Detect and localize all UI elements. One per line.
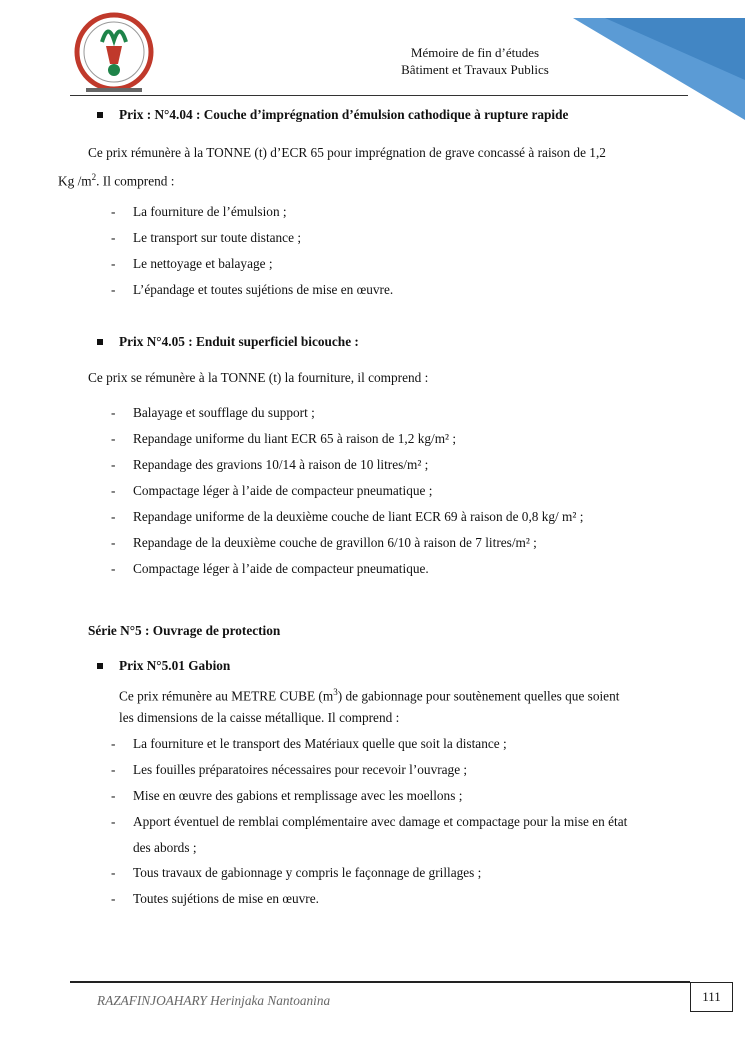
list-item: Les fouilles préparatoires nécessaires pour recevoir l’ouvrage ; xyxy=(133,762,468,777)
dash-bullet: - xyxy=(111,814,116,829)
footer-author: RAZAFINJOAHARY Herinjaka Nantoanina xyxy=(97,993,331,1008)
paragraph-line: Kg $/m^2$. Il comprend : xyxy=(58,172,175,189)
list-item: Repandage uniforme du liant ECR 65 à raison de 1,2 kg/m² ; xyxy=(133,431,457,446)
dash-bullet: - xyxy=(111,865,116,880)
dash-bullet: - xyxy=(111,483,116,498)
list-item: Balayage et soufflage du support ; xyxy=(133,405,315,420)
dash-bullet: - xyxy=(111,431,116,446)
dash-bullet: - xyxy=(111,736,116,751)
list-item: La fourniture de l’émulsion ; xyxy=(133,204,287,219)
dash-bullet: - xyxy=(111,891,116,906)
page-number: 111 xyxy=(690,982,733,1012)
list-item: Repandage de la deuxième couche de gravillon 6/10 à raison de 7 litres/m² ; xyxy=(133,535,537,550)
section-title: Prix N°4.05 : Enduit superficiel bicouche : xyxy=(119,334,359,349)
dash-bullet: - xyxy=(111,762,116,777)
paragraph-line: Ce prix se rémunère à la TONNE (t) la fourniture, il comprend : xyxy=(88,370,429,385)
dash-bullet: - xyxy=(111,405,116,420)
section-title: Prix : N°4.04 : Couche d’imprégnation d’émulsion cathodique à rupture rapide xyxy=(119,107,569,122)
header-line-1: Mémoire de fin d’études xyxy=(410,45,540,60)
school-logo xyxy=(72,12,156,96)
dash-bullet: - xyxy=(111,788,116,803)
list-item: Le nettoyage et balayage ; xyxy=(133,256,273,271)
list-item: La fourniture et le transport des Matériaux quelle que soit la distance ; xyxy=(133,736,507,751)
list-item: Apport éventuel de remblai complémentaire avec damage et compactage pour la mise en état xyxy=(133,814,628,829)
list-item-continuation: des abords ; xyxy=(133,840,197,855)
series-title: Série N°5 : Ouvrage de protection xyxy=(88,623,281,638)
dash-bullet: - xyxy=(111,256,116,271)
list-item: Repandage uniforme de la deuxième couche de liant ECR 69 à raison de 0,8 kg/ m² ; xyxy=(133,509,584,524)
paragraph-line: Ce prix rémunère au METRE CUBE $(m^3)$ de gabionnage pour soutènement quelles que soient xyxy=(119,687,620,704)
paragraph-line: les dimensions de la caisse métallique. Il comprend : xyxy=(119,710,400,725)
list-item: Tous travaux de gabionnage y compris le façonnage de grillages ; xyxy=(133,865,482,880)
list-item: L’épandage et toutes sujétions de mise en œuvre. xyxy=(133,282,394,297)
square-bullet-icon xyxy=(97,112,103,118)
corner-decoration xyxy=(565,0,745,125)
list-item: Repandage des gravions 10/14 à raison de 10 litres/m² ; xyxy=(133,457,429,472)
list-item: Compactage léger à l’aide de compacteur pneumatique. xyxy=(133,561,429,576)
dash-bullet: - xyxy=(111,535,116,550)
paragraph-line: Ce prix rémunère à la TONNE (t) d’ECR 65 pour imprégnation de grave concassé à raison de 1,2 xyxy=(88,145,606,160)
list-item: Mise en œuvre des gabions et remplissage avec les moellons ; xyxy=(133,788,463,803)
dash-bullet: - xyxy=(111,204,116,219)
square-bullet-icon xyxy=(97,663,103,669)
square-bullet-icon xyxy=(97,339,103,345)
list-item: Toutes sujétions de mise en œuvre. xyxy=(133,891,319,906)
header-line-2: Bâtiment et Travaux Publics xyxy=(401,62,549,77)
list-item: Le transport sur toute distance ; xyxy=(133,230,302,245)
dash-bullet: - xyxy=(111,509,116,524)
header-divider xyxy=(70,95,688,96)
section-title: Prix N°5.01 Gabion xyxy=(119,658,231,673)
dash-bullet: - xyxy=(111,230,116,245)
footer-divider xyxy=(70,981,690,983)
dash-bullet: - xyxy=(111,561,116,576)
dash-bullet: - xyxy=(111,282,116,297)
dash-bullet: - xyxy=(111,457,116,472)
list-item: Compactage léger à l’aide de compacteur pneumatique ; xyxy=(133,483,433,498)
